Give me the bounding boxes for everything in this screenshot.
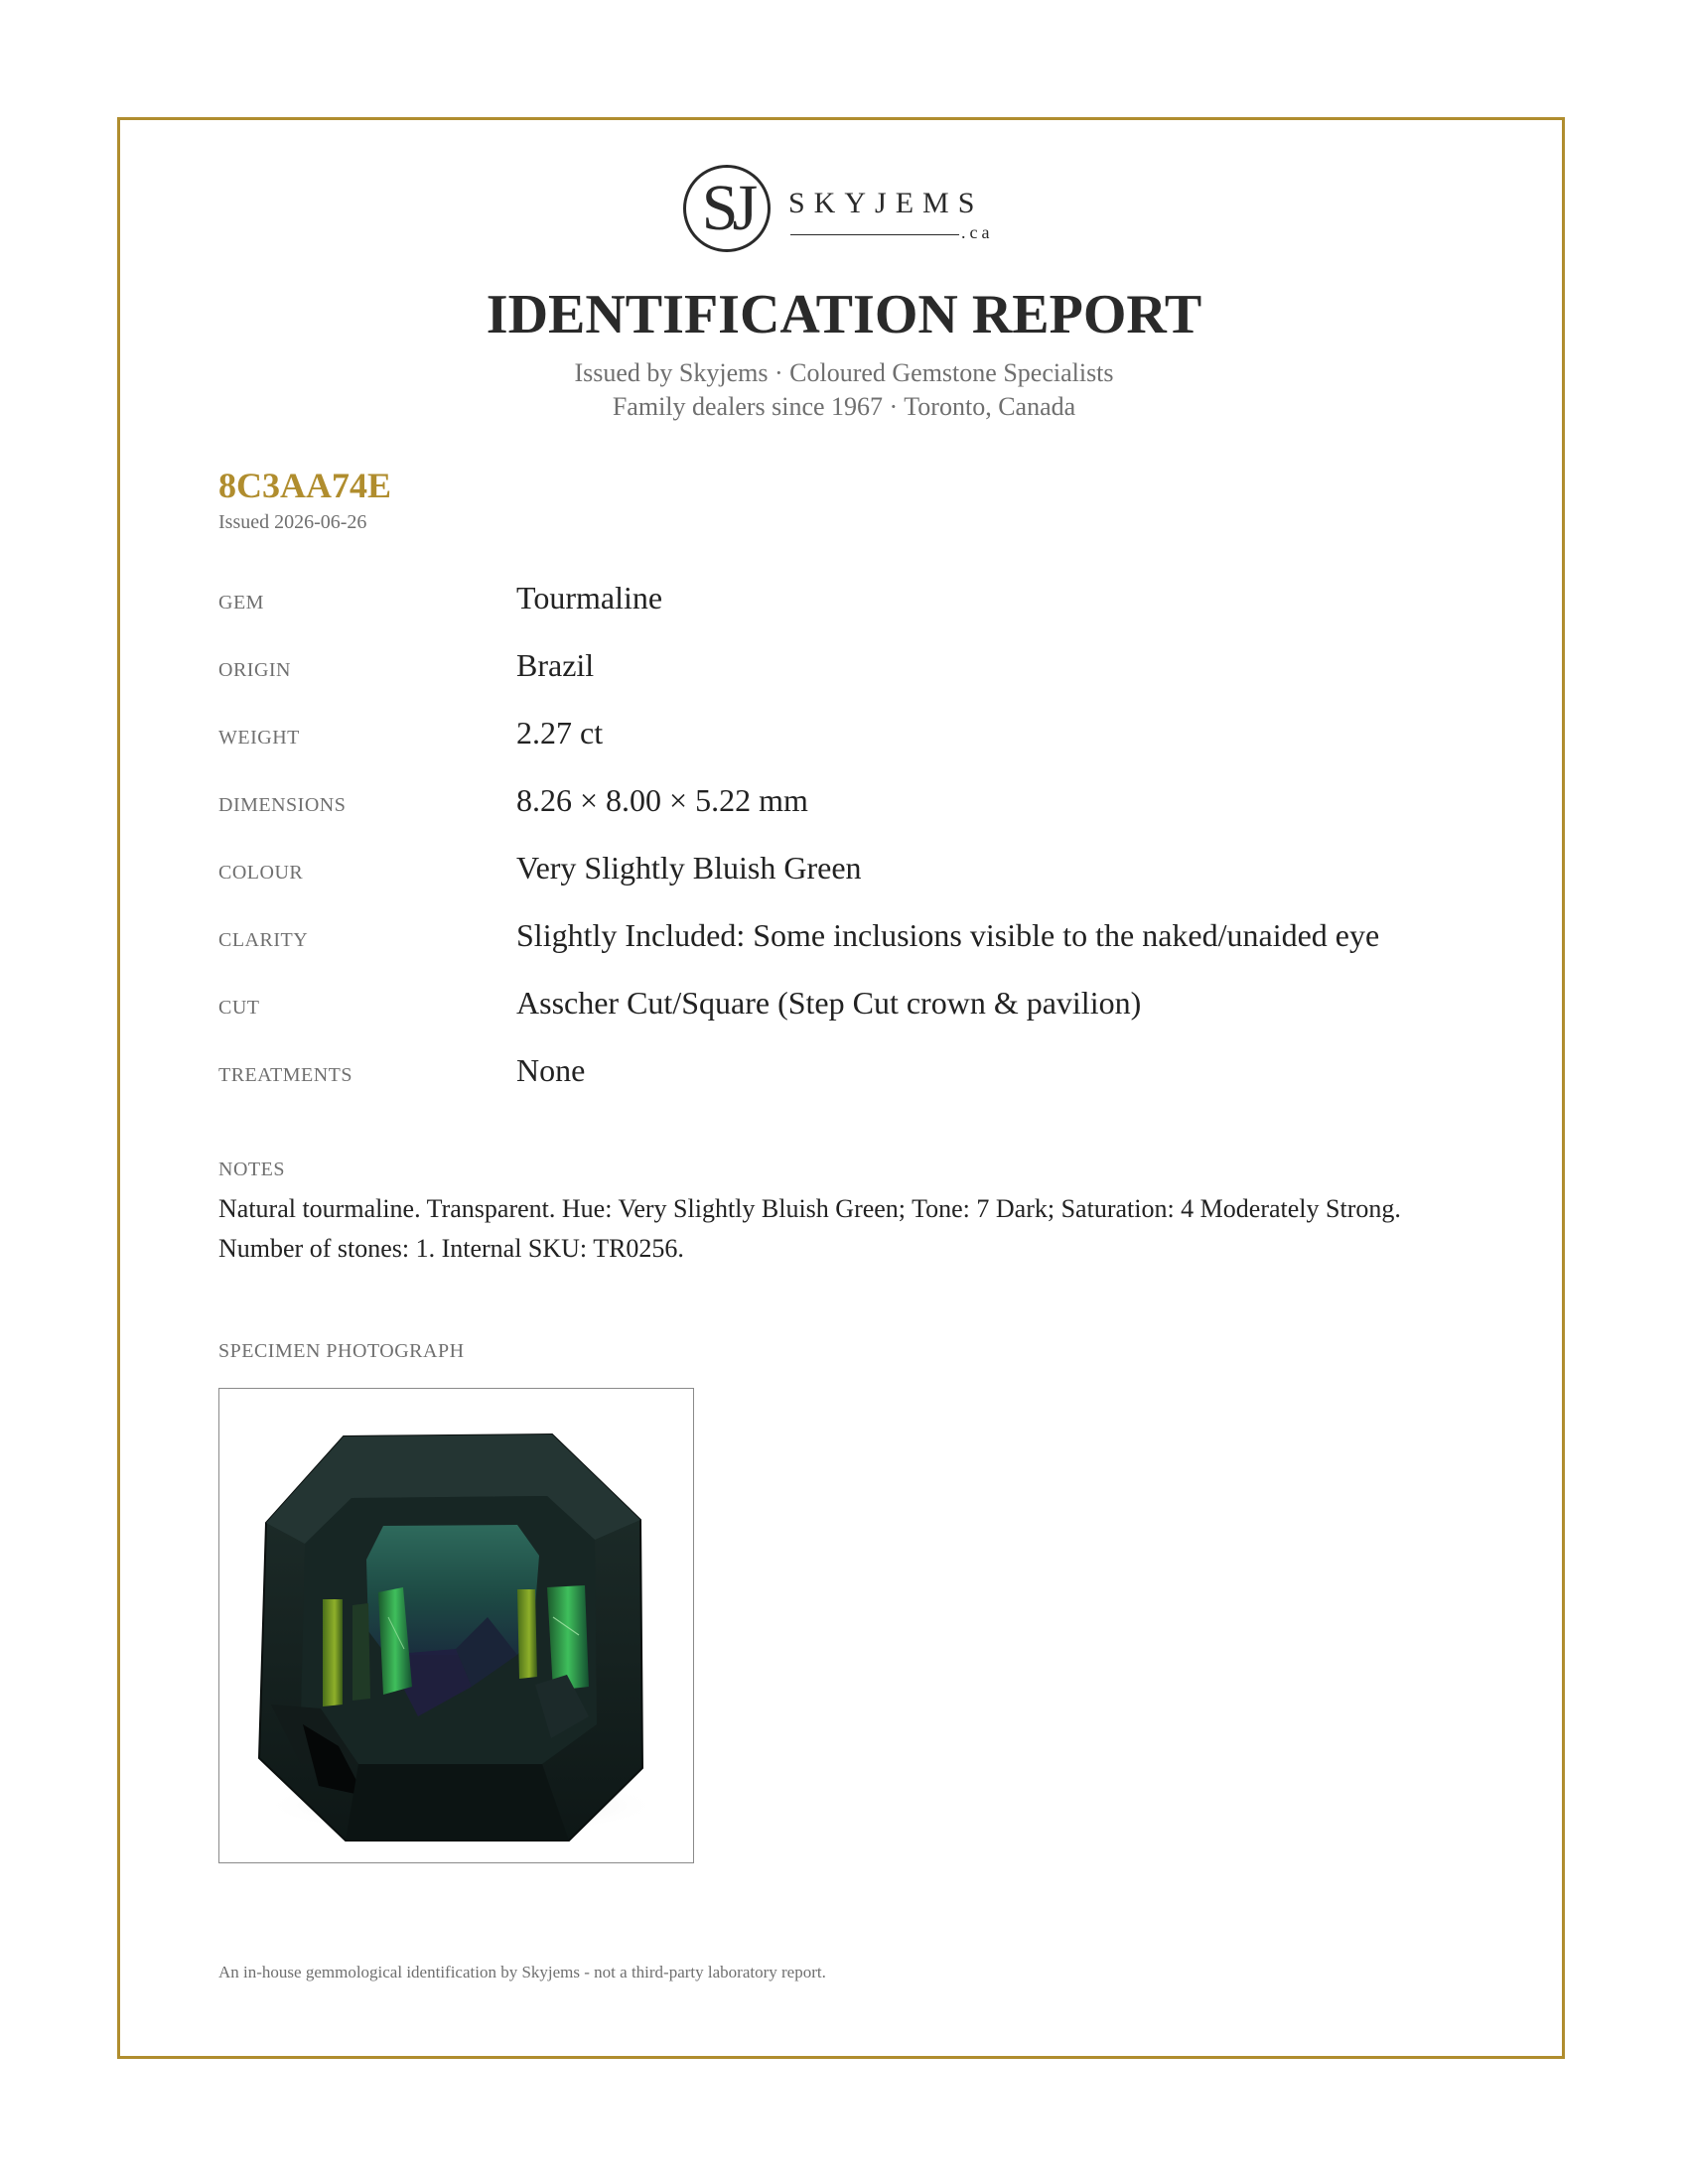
- field-row-clarity: [218, 903, 1509, 963]
- logo-domain-suffix: .ca: [961, 222, 994, 242]
- field-row-weight: [218, 701, 1509, 760]
- field-value: Very Slightly Bluish Green: [516, 850, 862, 886]
- logo-monogram: SJ: [701, 172, 753, 244]
- field-label: CLARITY: [218, 929, 309, 951]
- field-value: Asscher Cut/Square (Step Cut crown & pavilion): [516, 985, 1142, 1021]
- field-value: 8.26 × 8.00 × 5.22 mm: [516, 782, 808, 818]
- field-row-cut: [218, 971, 1509, 1030]
- logo-wordmark: SKYJEMS: [788, 187, 984, 219]
- gemstone-image: [219, 1389, 694, 1863]
- field-label: CUT: [218, 997, 260, 1019]
- field-row-origin: [218, 633, 1509, 693]
- field-row-gem: [218, 566, 1509, 625]
- field-value: Tourmaline: [516, 580, 663, 615]
- field-label: ORIGIN: [218, 659, 291, 681]
- field-label: TREATMENTS: [218, 1064, 352, 1086]
- field-value: None: [516, 1052, 586, 1088]
- field-row-treatments: [218, 1038, 1509, 1098]
- field-value: Brazil: [516, 647, 595, 683]
- report-subtitle-issuer: Issued by Skyjems · Coloured Gemstone Specialists: [574, 358, 1114, 387]
- issued-date: Issued 2026-06-26: [218, 511, 367, 533]
- field-label: WEIGHT: [218, 727, 300, 749]
- field-row-colour: [218, 836, 1509, 895]
- field-value: Slightly Included: Some inclusions visible to the naked/unaided eye: [516, 917, 1380, 953]
- notes-text: Natural tourmaline. Transparent. Hue: Very Slightly Bluish Green; Tone: 7 Dark; Saturation: 4 Moderately Strong. Number of stones: 1. Internal SKU: TR0256.: [218, 1194, 1401, 1263]
- notes-label: NOTES: [218, 1159, 285, 1180]
- field-label: GEM: [218, 592, 264, 614]
- report-subtitle-location: Family dealers since 1967 · Toronto, Canada: [612, 392, 1076, 421]
- disclaimer-footer: An in-house gemmological identification by Skyjems - not a third-party laboratory report.: [218, 1963, 826, 1981]
- field-value: 2.27 ct: [516, 715, 604, 751]
- field-label: DIMENSIONS: [218, 794, 347, 816]
- field-label: COLOUR: [218, 862, 304, 884]
- specimen-photograph: [218, 1388, 694, 1863]
- report-title: IDENTIFICATION REPORT: [486, 284, 1202, 345]
- field-row-dimensions: [218, 768, 1509, 828]
- photo-section-label: SPECIMEN PHOTOGRAPH: [218, 1340, 465, 1362]
- logo-underline: [790, 234, 959, 235]
- skyjems-logo: [683, 165, 1001, 260]
- report-id: 8C3AA74E: [218, 466, 392, 505]
